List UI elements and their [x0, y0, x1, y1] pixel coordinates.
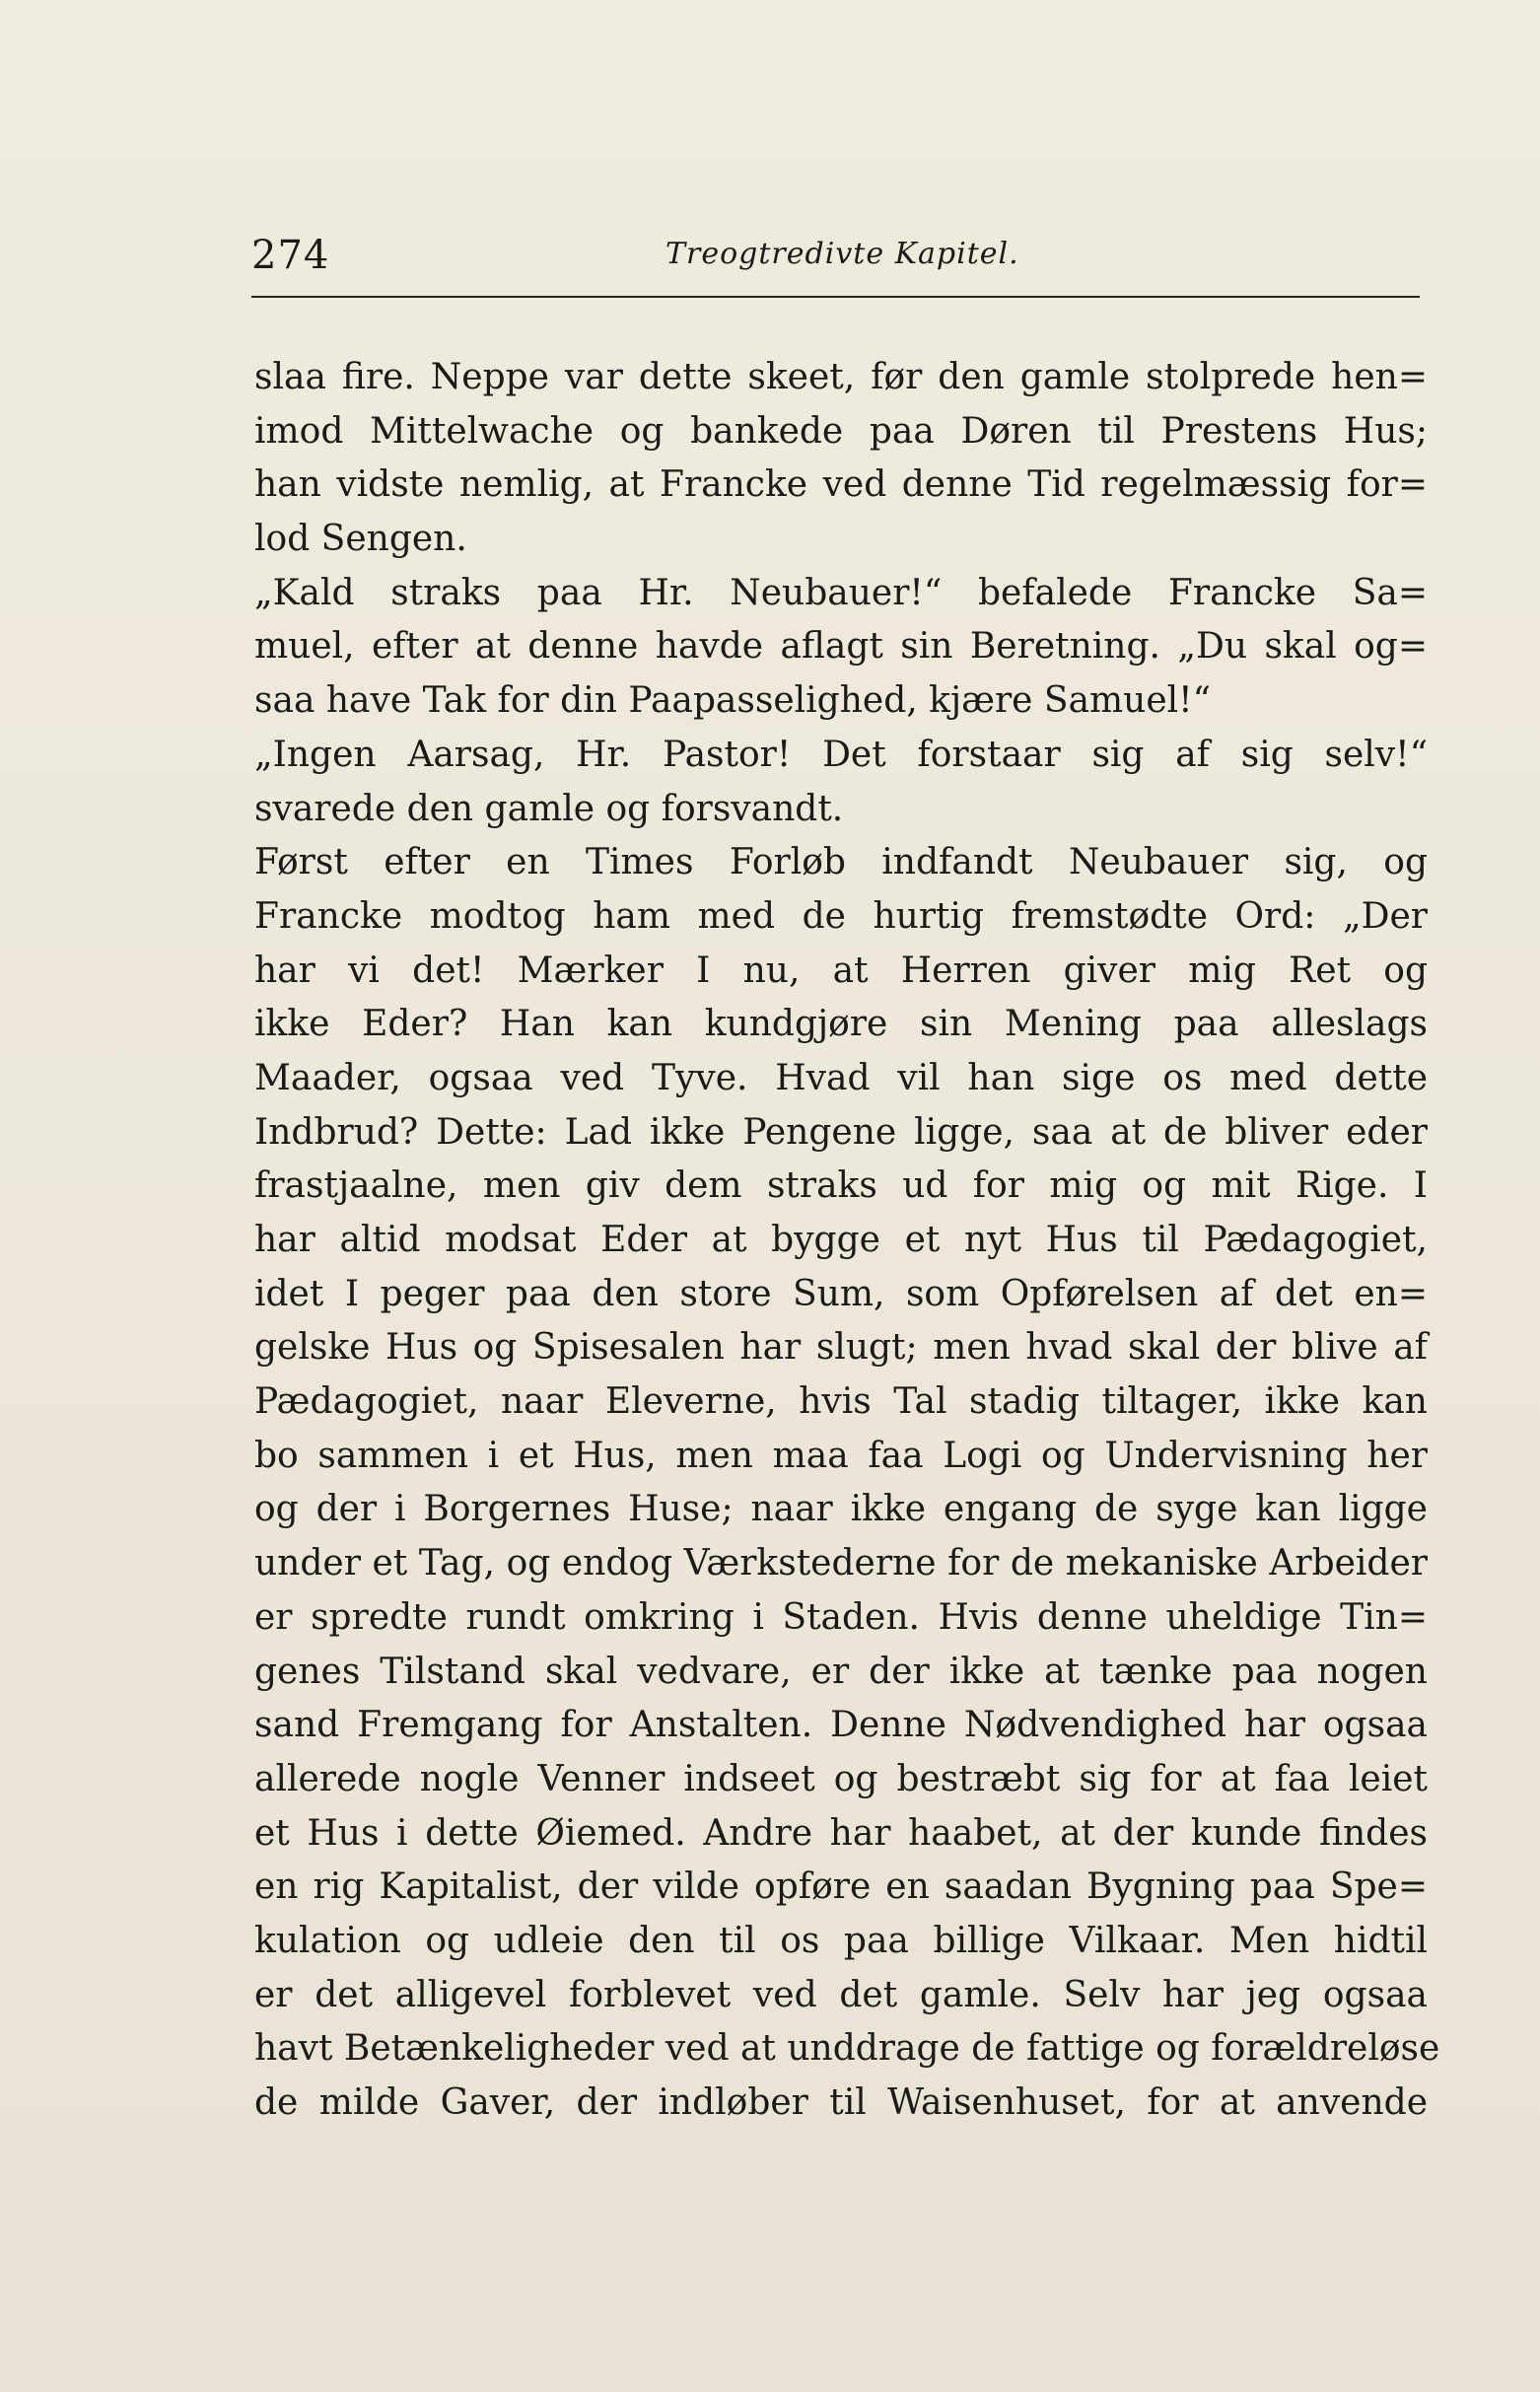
text-line: Maader, ogsaa ved Tyve. Hvad vil han sige os med dette: [254, 1057, 1428, 1098]
text-line: han vidste nemlig, at Francke ved denne Tid regelmæssig for=: [254, 464, 1428, 506]
text-line: idet I peger paa den store Sum, som Opførelsen af det en=: [254, 1273, 1428, 1314]
page-number: 274: [251, 233, 330, 278]
text-line: frastjaalne, men giv dem straks ud for mig og mit Rige. I: [254, 1165, 1428, 1207]
text-line: saa have Tak for din Paapasselighed, kjære Samuel!“: [254, 680, 1212, 722]
header-rule: [251, 296, 1420, 298]
text-line: en rig Kapitalist, der vilde opføre en saadan Bygning paa Spe=: [254, 1866, 1428, 1908]
text-line: har altid modsat Eder at bygge et nyt Hus til Pædagogiet,: [254, 1220, 1428, 1260]
text-line: og der i Borgernes Huse; naar ikke engang de syge kan ligge: [254, 1489, 1428, 1530]
text-line: Først efter en Times Forløb indfandt Neubauer sig, og: [254, 842, 1428, 883]
text-line: muel, efter at denne havde aflagt sin Beretning. „Du skal og=: [254, 626, 1428, 668]
text-line: havt Betænkeligheder ved at unddrage de fattige og forældreløse: [254, 2028, 1440, 2070]
text-line: er det alligevel forblevet ved det gamle. Selv har jeg ogsaa: [254, 1974, 1428, 2015]
text-line: bo sammen i et Hus, men maa faa Logi og Undervisning her: [254, 1435, 1428, 1476]
text-line: er spredte rundt omkring i Staden. Hvis denne uheldige Tin=: [254, 1596, 1428, 1638]
text-line: „Kald straks paa Hr. Neubauer!“ befalede Francke Sa=: [254, 572, 1428, 613]
page-header: [251, 229, 1420, 288]
text-line: genes Tilstand skal vedvare, er der ikke at tænke paa nogen: [254, 1651, 1428, 1692]
text-line: Pædagogiet, naar Eleverne, hvis Tal stadig tiltager, ikke kan: [254, 1381, 1428, 1423]
text-line: har vi det! Mærker I nu, at Herren giver mig Ret og: [254, 950, 1428, 991]
text-line: „Ingen Aarsag, Hr. Pastor! Det forstaar sig af sig selv!“: [254, 734, 1428, 775]
text-line: slaa fire. Neppe var dette skeet, før den gamle stolprede hen=: [254, 357, 1428, 397]
text-line: under et Tag, og endog Værkstederne for de mekaniske Arbeider: [254, 1543, 1428, 1584]
text-line: svarede den gamle og forsvandt.: [254, 788, 844, 829]
text-line: ikke Eder? Han kan kundgjøre sin Mening paa alleslags: [254, 1004, 1428, 1045]
text-line: allerede nogle Venner indseet og bestræbt sig for at faa leiet: [254, 1758, 1428, 1799]
running-title: Treogtredivte Kapitel.: [665, 237, 1019, 271]
text-line: sand Fremgang for Anstalten. Denne Nødvendighed har ogsaa: [254, 1705, 1428, 1746]
text-line: et Hus i dette Øiemed. Andre har haabet, at der kunde findes: [254, 1812, 1428, 1854]
text-line: Indbrud? Dette: Lad ikke Pengene ligge, saa at de bliver eder: [254, 1111, 1428, 1153]
text-line: kulation og udleie den til os paa billige Vilkaar. Men hidtil: [254, 1920, 1428, 1961]
body-text: [254, 351, 1440, 2131]
text-line: Francke modtog ham med de hurtig fremstødte Ord: „Der: [254, 895, 1428, 937]
text-line: de milde Gaver, der indløber til Waisenhuset, for at anvende: [254, 2082, 1428, 2123]
text-line: imod Mittelwache og bankede paa Døren til Prestens Hus;: [254, 410, 1428, 452]
text-line: lod Sengen.: [254, 519, 467, 560]
text-line: gelske Hus og Spisesalen har slugt; men hvad skal der blive af: [254, 1327, 1428, 1369]
